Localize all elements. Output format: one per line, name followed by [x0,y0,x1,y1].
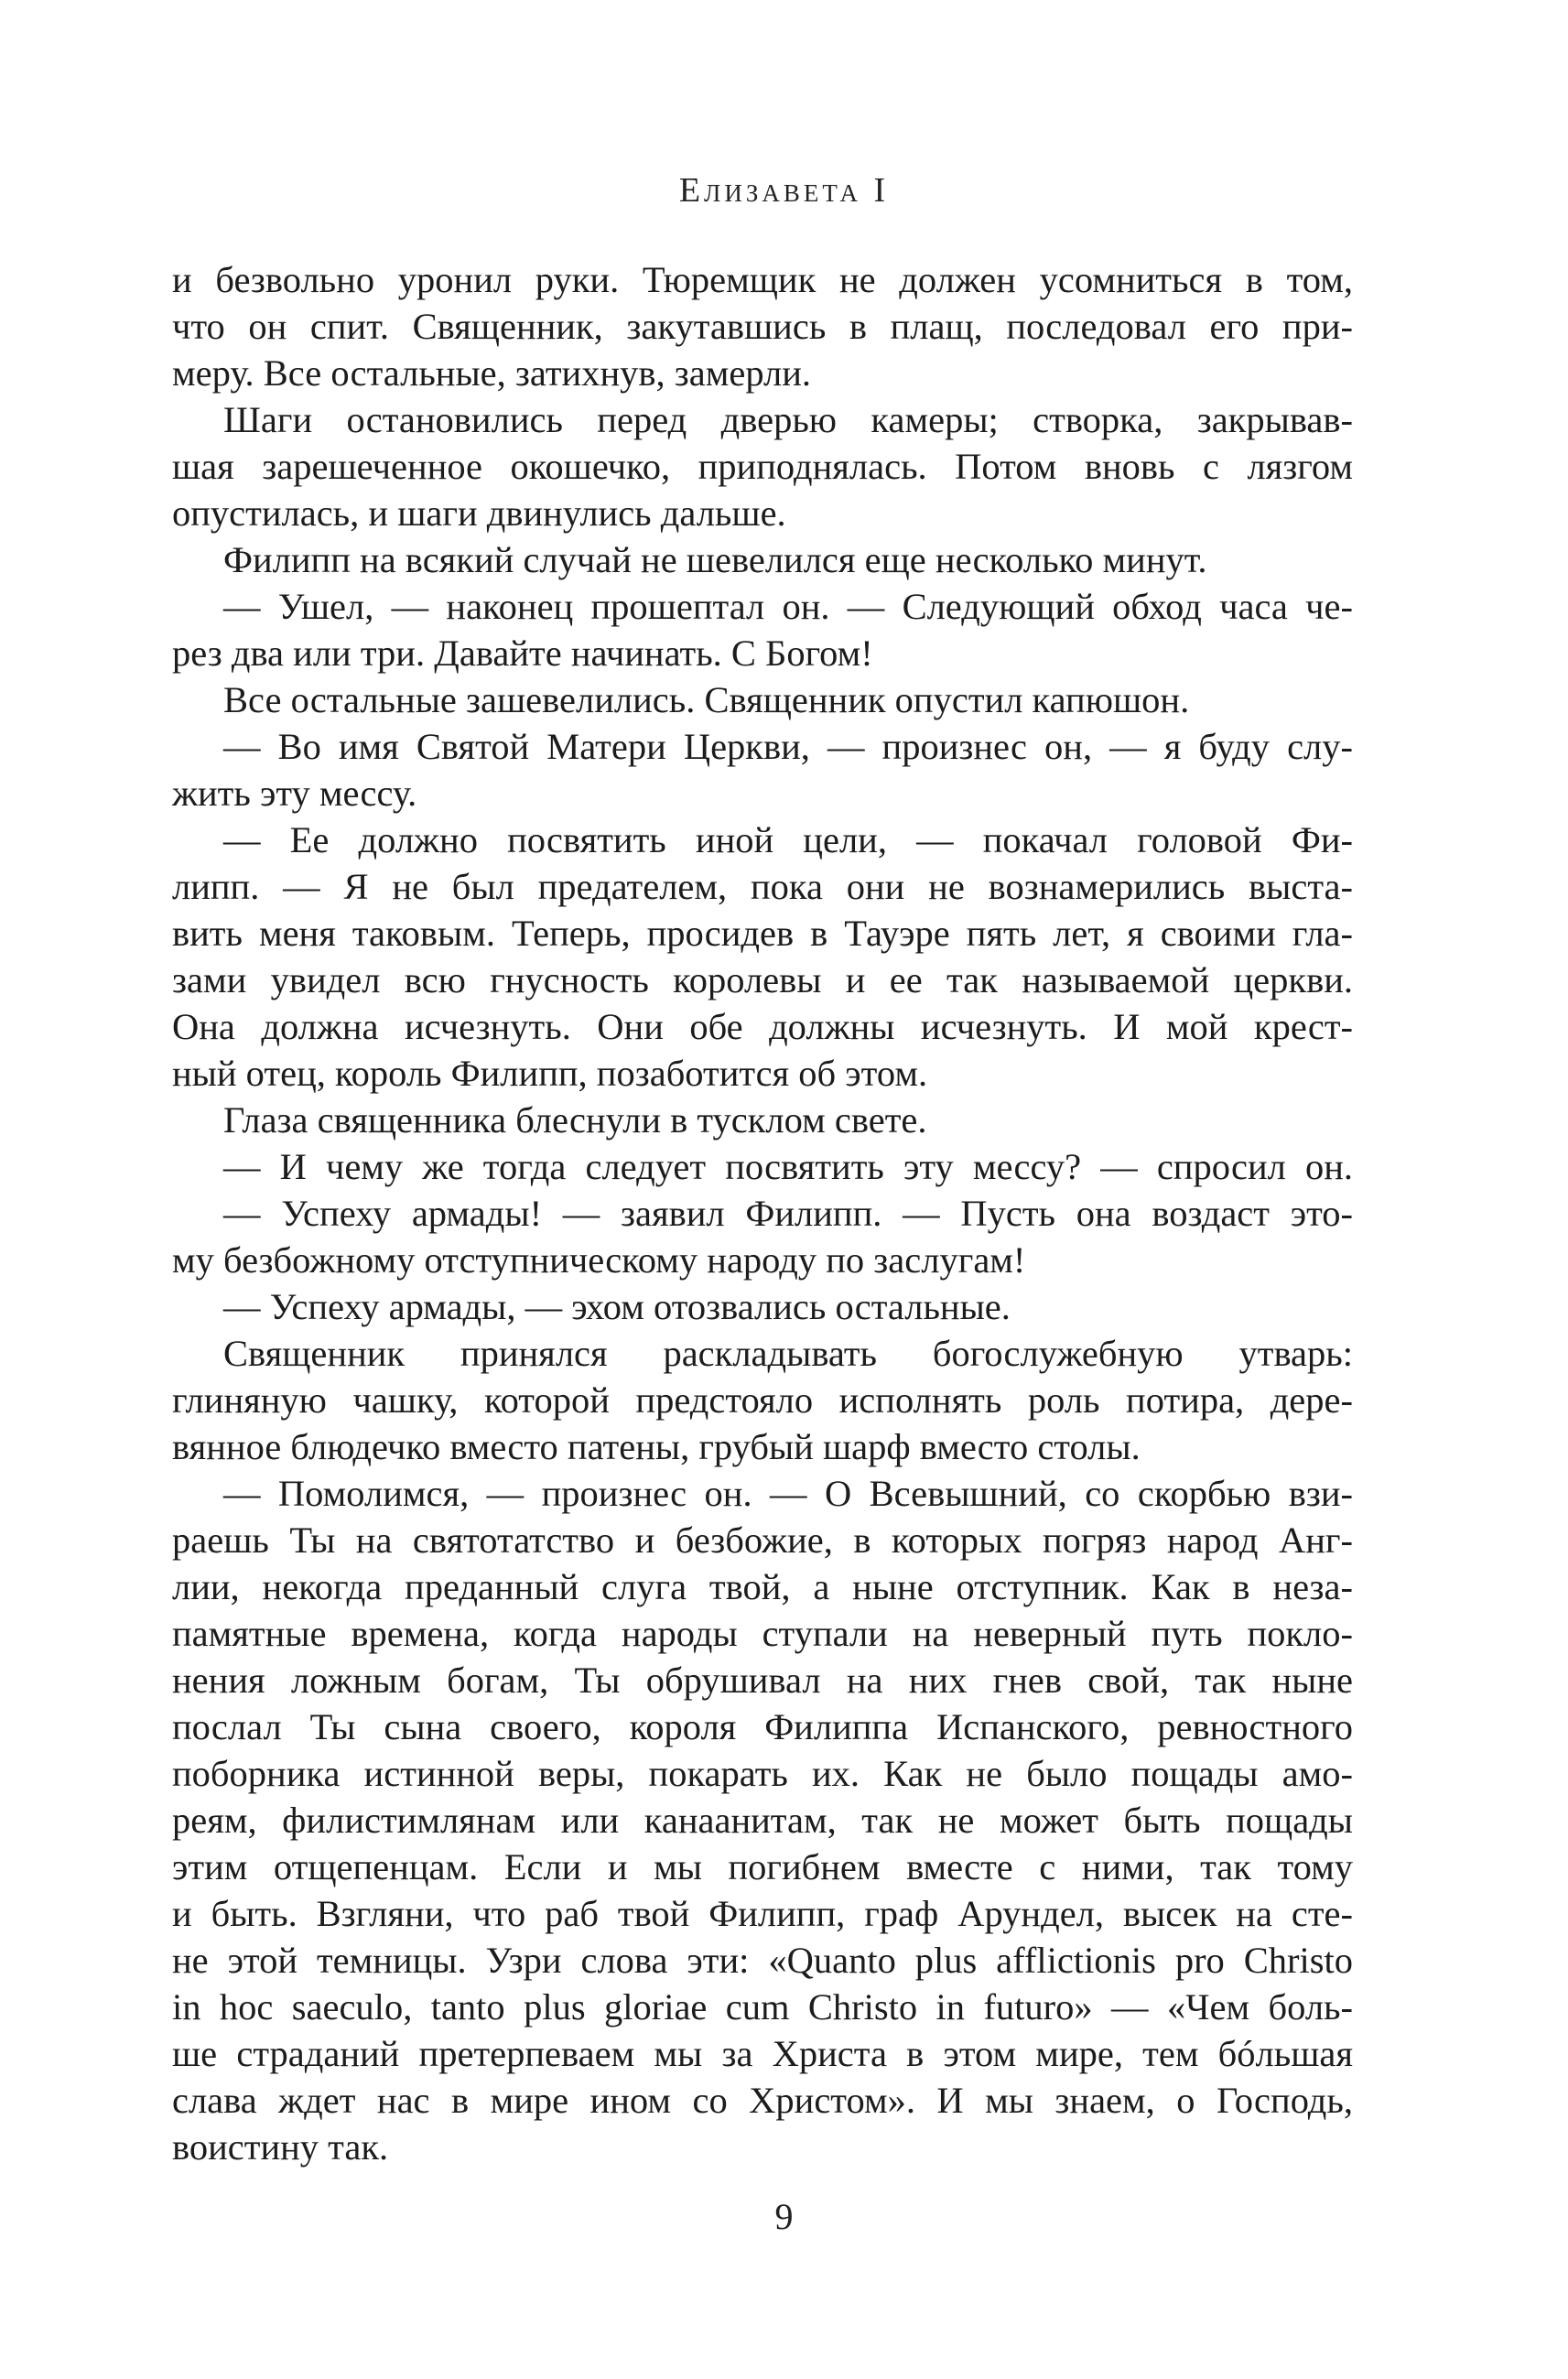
text-line: воистину так. [172,2126,389,2168]
text-line: in hoc saeculo, tanto plus gloriae cum Christo in futuro» — «Чем боль- [172,1986,1353,2028]
text-line: — Помолимся, — произнес он. — О Всевышний, со скорбью взи- [223,1473,1353,1514]
text-line: нения ложным богам, Ты обрушивал на них гнев свой, так ныне [172,1660,1353,1701]
text-line: липп. — Я не был предателем, пока они не вознамерились выста- [172,866,1353,907]
text-line: — Успеху армады! — заявил Филипп. — Пусть она воздаст это- [223,1193,1353,1234]
text-line: раешь Ты на святотатство и безбожие, в которых погряз народ Анг- [172,1519,1353,1561]
text-line: лии, некогда преданный слуга твой, а ныне отступник. Как в неза- [172,1566,1353,1607]
text-line: Глаза священника блеснули в тусклом свете. [223,1099,927,1141]
text-line: ный отец, король Филипп, позаботится об этом. [172,1053,928,1094]
text-line: вянное блюдечко вместо патены, грубый шарф вместо столы. [172,1426,1141,1467]
text-line: послал Ты сына своего, короля Филиппа Испанского, ревностного [172,1706,1353,1747]
text-line: меру. Все остальные, затихнув, замерли. [172,352,812,394]
text-line: Шаги остановились перед дверью камеры; створка, закрывав- [223,399,1353,440]
text-line: — Ее должно посвятить иной цели, — покачал головой Фи- [223,819,1353,860]
text-line: слава ждет нас в мире ином со Христом». И мы знаем, о Господь, [172,2080,1353,2121]
page-number: 9 [774,2196,794,2237]
text-line: — Ушел, — наконец прошептал он. — Следующий обход часа че- [223,586,1353,627]
text-line: шая зарешеченное окошечко, приподнялась. Потом вновь с лязгом [172,446,1353,487]
text-line: и безвольно уронил руки. Тюремщик не должен усомниться в том, [172,259,1353,300]
text-line: жить эту мессу. [172,773,417,814]
text-line: глиняную чашку, которой предстояло исполнять роль потира, дере- [172,1379,1353,1421]
text-line: зами увидел всю гнусность королевы и ее так называемой церкви. [172,959,1353,1000]
text-line: опустилась, и шаги двинулись дальше. [172,492,786,534]
body-text [172,256,1353,2170]
running-header: Елизавета I [678,171,890,210]
text-line: — Во имя Святой Матери Церкви, — произнес он, — я буду слу- [223,726,1353,767]
text-line: Все остальные зашевелились. Священник опустил капюшон. [223,679,1190,720]
text-line: этим отщепенцам. Если и мы погибнем вместе с ними, так тому [172,1846,1353,1887]
text-line: Священник принялся раскладывать богослужебную утварь: [223,1333,1353,1374]
text-line: и быть. Взгляни, что раб твой Филипп, граф Арундел, высек на сте- [172,1893,1353,1934]
text-line: поборника истинной веры, покарать их. Как не было пощады амо- [172,1753,1353,1794]
text-line: — Успеху армады, — эхом отозвались остальные. [223,1286,1011,1327]
text-line: вить меня таковым. Теперь, просидев в Тауэре пять лет, я своими гла- [172,913,1353,954]
text-line: Филипп на всякий случай не шевелился еще несколько минут. [223,539,1207,580]
text-line: памятные времена, когда народы ступали на неверный путь покло- [172,1613,1353,1654]
text-line: что он спит. Священник, закутавшись в плащ, последовал его при- [172,306,1353,347]
text-line: рез два или три. Давайте начинать. С Богом! [172,633,873,674]
text-line: му безбожному отступническому народу по заслугам! [172,1239,1026,1281]
text-line: — И чему же тогда следует посвятить эту мессу? — спросил он. [223,1146,1353,1187]
text-line: реям, филистимлянам или канаанитам, так не может быть пощады [172,1800,1353,1841]
text-line: Она должна исчезнуть. Они обе должны исчезнуть. И мой крест- [172,1006,1353,1047]
text-line: не этой темницы. Узри слова эти: «Quanto plus afflictionis pro Christo [172,1940,1353,1981]
text-line: ше страданий претерпеваем мы за Христа в этом мире, тем бóльшая [172,2033,1353,2074]
